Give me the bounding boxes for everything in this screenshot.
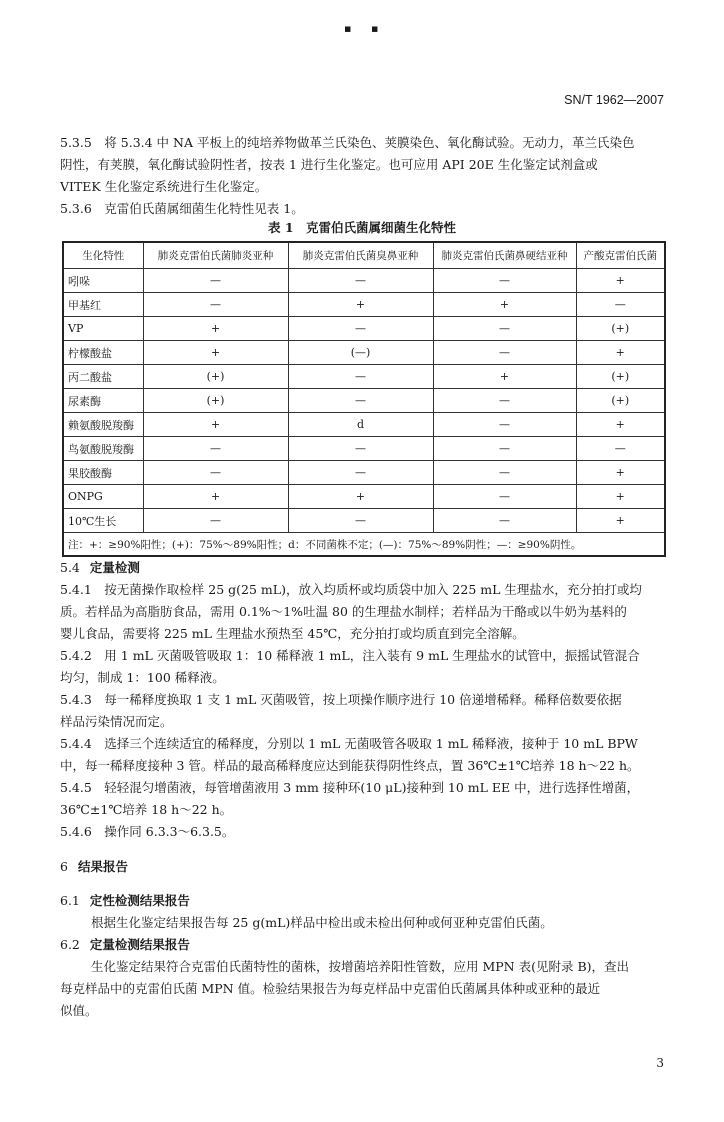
- table-cell: —: [288, 317, 433, 341]
- table-cell: +: [143, 413, 288, 437]
- para-6-2-line1: 生化鉴定结果符合克雷伯氏菌特性的菌株，按增菌培养阳性管数，应用 MPN 表(见附录 B)，查出: [91, 959, 630, 974]
- table-caption: 表 1 克雷伯氏菌属细菌生化特性: [267, 220, 457, 235]
- table-row-label: 果胶酸酶: [63, 461, 143, 485]
- table-header-cell: 生化特性: [63, 242, 143, 269]
- table-row-label: 10℃生长: [63, 509, 143, 533]
- table-cell: +: [576, 269, 665, 293]
- para-5-4-4-line2: 中，每一稀释度接种 3 管。样品的最高稀释度应达到能获得阴性终点，置 36℃±1℃培养 18 h～22 h。: [60, 758, 640, 773]
- table-row-label: 吲哚: [63, 269, 143, 293]
- table-cell: (+): [143, 389, 288, 413]
- table-cell: —: [143, 509, 288, 533]
- table-row: [63, 437, 665, 461]
- table-cell: —: [288, 509, 433, 533]
- table-cell: —: [433, 485, 576, 509]
- table-row: [63, 509, 665, 533]
- table-cell: —: [433, 389, 576, 413]
- para-5-4-2-line2: 均匀，制成 1：100 稀释液。: [60, 670, 225, 685]
- table-row-label: 甲基红: [63, 293, 143, 317]
- table-cell: —: [288, 461, 433, 485]
- table-header-row: [63, 242, 665, 269]
- table-row: [63, 341, 665, 365]
- table-cell: (+): [576, 317, 665, 341]
- table-cell: +: [576, 509, 665, 533]
- table-header-cell: 肺炎克雷伯氏菌肺炎亚种: [143, 242, 288, 269]
- para-5-3-6: 5.3.6 克雷伯氏菌属细菌生化特性见表 1。: [60, 201, 304, 216]
- section-title: 定量检测结果报告: [89, 937, 190, 952]
- table-cell: +: [143, 341, 288, 365]
- table-cell: —: [288, 365, 433, 389]
- table-note-row: [63, 533, 665, 557]
- table-cell: —: [143, 437, 288, 461]
- table-cell: (+): [576, 389, 665, 413]
- table-header-cell: 肺炎克雷伯氏菌臭鼻亚种: [288, 242, 433, 269]
- table-cell: +: [576, 413, 665, 437]
- table-cell: —: [433, 413, 576, 437]
- table-row: [63, 389, 665, 413]
- para-6-2-line3: 似值。: [60, 1003, 98, 1018]
- table-header-cell: 肺炎克雷伯氏菌鼻硬结亚种: [433, 242, 576, 269]
- para-5-3-5-line1: 5.3.5 将 5.3.4 中 NA 平板上的纯培养物做革兰氏染色、荚膜染色、氧化酶试验。无动力，革兰氏染色: [60, 135, 635, 150]
- section-5-4-heading: [60, 557, 140, 579]
- para-5-3-5-line3: VITEK 生化鉴定系统进行生化鉴定。: [60, 179, 268, 194]
- table-cell: (+): [576, 365, 665, 389]
- table-row: [63, 461, 665, 485]
- table-cell: —: [433, 437, 576, 461]
- para-5-4-2-line1: 5.4.2 用 1 mL 灭菌吸管吸取 1：10 稀释液 1 mL，注入装有 9 mL 生理盐水的试管中，振摇试管混合: [60, 648, 640, 663]
- table-cell: —: [433, 269, 576, 293]
- para-6-2-line2: 每克样品中的克雷伯氏菌 MPN 值。检验结果报告为每克样品中克雷伯氏菌属具体种或亚种的最近: [60, 981, 601, 996]
- table-row-label: 赖氨酸脱羧酶: [63, 413, 143, 437]
- section-number: 6: [60, 859, 68, 874]
- table-cell: —: [288, 269, 433, 293]
- section-number: 6.1: [60, 893, 80, 908]
- table-row-label: VP: [63, 317, 143, 341]
- para-5-4-1-line1: 5.4.1 按无菌操作取检样 25 g(25 mL)，放入均质杯或均质袋中加入 225 mL 生理盐水，充分拍打或均: [60, 582, 642, 597]
- table-cell: +: [433, 293, 576, 317]
- para-5-4-6: 5.4.6 操作同 6.3.3～6.3.5。: [60, 824, 235, 839]
- table-cell: —: [433, 317, 576, 341]
- table-cell: +: [143, 485, 288, 509]
- para-5-4-1-line2: 质。若样品为高脂肪食品，需用 0.1%～1%吐温 80 的生理盐水制样；若样品为干酪或以牛奶为基料的: [60, 604, 627, 619]
- section-title: 结果报告: [77, 859, 128, 874]
- table-row: [63, 365, 665, 389]
- table-cell: —: [288, 437, 433, 461]
- page-number: 3: [656, 1056, 664, 1070]
- table-cell: —: [288, 389, 433, 413]
- table-cell: —: [576, 293, 665, 317]
- standard-number: SN/T 1962—2007: [564, 93, 664, 107]
- table-cell: —: [576, 437, 665, 461]
- table-row: [63, 485, 665, 509]
- table-cell: +: [288, 485, 433, 509]
- section-6-1-heading: [60, 890, 190, 912]
- table-note: 注：+：≥90%阳性；(+)：75%～89%阳性；d：不同菌株不定；(—)：75%～89%阴性；—：≥90%阴性。: [63, 533, 665, 557]
- para-5-4-5-line2: 36℃±1℃培养 18 h～22 h。: [60, 802, 233, 817]
- table-header-cell: 产酸克雷伯氏菌: [576, 242, 665, 269]
- table-row-label: 尿素酶: [63, 389, 143, 413]
- table-cell: —: [433, 509, 576, 533]
- table-row: [63, 317, 665, 341]
- para-5-3-5-line2: 阴性，有荚膜，氧化酶试验阴性者，按表 1 进行生化鉴定。也可应用 API 20E 生化鉴定试剂盒或: [60, 157, 598, 172]
- table-cell: +: [576, 461, 665, 485]
- biochemical-table: [62, 241, 666, 557]
- table-cell: +: [143, 317, 288, 341]
- section-title: 定量检测: [89, 560, 140, 575]
- table-cell: +: [433, 365, 576, 389]
- table-cell: +: [576, 485, 665, 509]
- section-title: 定性检测结果报告: [89, 893, 190, 908]
- para-5-4-4-line1: 5.4.4 选择三个连续适宜的稀释度，分别以 1 mL 无菌吸管各吸取 1 mL 稀释液，接种于 10 mL BPW: [60, 736, 638, 751]
- table-row: [63, 293, 665, 317]
- section-number: 6.2: [60, 937, 80, 952]
- table-row: [63, 413, 665, 437]
- table-cell: —: [433, 341, 576, 365]
- table-cell: —: [143, 269, 288, 293]
- table-cell: +: [288, 293, 433, 317]
- table-row: [63, 269, 665, 293]
- section-6-heading: [60, 856, 128, 878]
- para-5-4-5-line1: 5.4.5 轻轻混匀增菌液，每管增菌液用 3 mm 接种环(10 μL)接种到 10 mL EE 中，进行选择性增菌，: [60, 780, 640, 795]
- table-cell: —: [143, 293, 288, 317]
- table-cell: (+): [143, 365, 288, 389]
- scan-marks: ▪ ▪: [344, 22, 387, 35]
- para-5-4-3-line2: 样品污染情况而定。: [60, 714, 173, 729]
- table-row-label: 丙二酸盐: [63, 365, 143, 389]
- table-cell: (—): [288, 341, 433, 365]
- table-cell: d: [288, 413, 433, 437]
- table-cell: —: [433, 461, 576, 485]
- section-6-2-heading: [60, 934, 190, 956]
- table-row-label: 柠檬酸盐: [63, 341, 143, 365]
- table-cell: +: [576, 341, 665, 365]
- table-row-label: 鸟氨酸脱羧酶: [63, 437, 143, 461]
- para-5-4-1-line3: 婴儿食品，需要将 225 mL 生理盐水预热至 45℃，充分拍打或均质直到完全溶解。: [60, 626, 525, 641]
- table-cell: —: [143, 461, 288, 485]
- para-5-4-3-line1: 5.4.3 每一稀释度换取 1 支 1 mL 灭菌吸管，按上项操作顺序进行 10 倍递增稀释。稀释倍数要依据: [60, 692, 622, 707]
- table-row-label: ONPG: [63, 485, 143, 509]
- para-6-1: 根据生化鉴定结果报告每 25 g(mL)样品中检出或未检出何种或何亚种克雷伯氏菌。: [91, 915, 553, 930]
- section-number: 5.4: [60, 560, 80, 575]
